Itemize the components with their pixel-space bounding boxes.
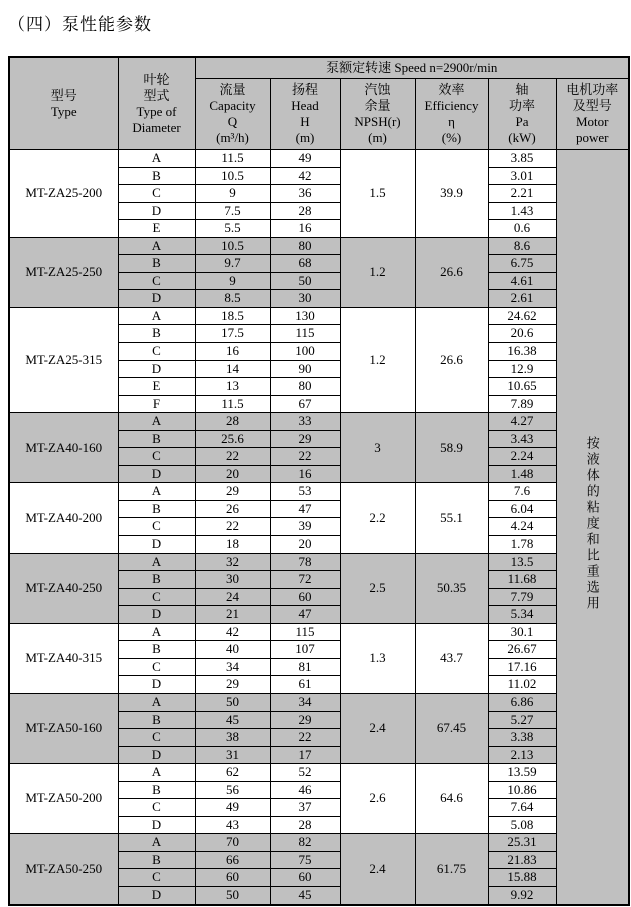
npsh-cell: 2.4 [340,693,415,763]
head-cell: 52 [270,764,340,782]
capacity-cell: 28 [195,413,270,431]
shaft-power-cell: 3.85 [488,150,556,168]
head-cell: 60 [270,869,340,887]
efficiency-cell: 26.6 [415,237,488,307]
impeller-cell: B [118,167,195,185]
head-cell: 39 [270,518,340,536]
shaft-power-cell: 4.61 [488,272,556,290]
col-header-head [270,79,340,150]
shaft-power-cell: 16.38 [488,343,556,361]
col-header-capacity-line-3: Q [227,114,238,129]
capacity-cell: 13 [195,378,270,396]
shaft-power-cell: 2.13 [488,746,556,764]
shaft-power-cell: 24.62 [488,307,556,325]
head-cell: 80 [270,237,340,255]
head-cell: 90 [270,360,340,378]
head-cell: 22 [270,729,340,747]
impeller-cell: C [118,272,195,290]
shaft-power-cell: 26.67 [488,641,556,659]
table-body [9,150,629,905]
capacity-cell: 25.6 [195,430,270,448]
shaft-power-cell: 20.6 [488,325,556,343]
shaft-power-cell: 7.89 [488,395,556,413]
capacity-cell: 18.5 [195,307,270,325]
col-header-type [9,57,118,150]
impeller-cell: D [118,536,195,554]
col-header-npsh [340,79,415,150]
efficiency-cell: 61.75 [415,834,488,905]
head-cell: 50 [270,272,340,290]
table-row [9,764,629,782]
head-cell: 16 [270,465,340,483]
table-row [9,237,629,255]
shaft-power-cell: 5.34 [488,606,556,624]
npsh-cell: 1.5 [340,150,415,238]
capacity-cell: 50 [195,693,270,711]
col-header-capacity [195,79,270,150]
npsh-cell: 1.3 [340,623,415,693]
capacity-cell: 11.5 [195,150,270,168]
impeller-cell: B [118,500,195,518]
shaft-power-cell: 4.27 [488,413,556,431]
col-header-efficiency-line-3: η [448,114,455,129]
capacity-cell: 38 [195,729,270,747]
col-header-motor-power-line-4: power [576,130,609,145]
npsh-cell: 2.4 [340,834,415,905]
shaft-power-cell: 3.43 [488,430,556,448]
head-cell: 42 [270,167,340,185]
col-header-impeller-line-1: 叶轮 [143,71,170,87]
shaft-power-cell: 2.21 [488,185,556,203]
col-header-motor-power [556,79,629,150]
npsh-cell: 3 [340,413,415,483]
impeller-cell: A [118,483,195,501]
col-header-impeller-line-2: 型式 [143,87,170,103]
impeller-cell: E [118,220,195,238]
impeller-cell: A [118,693,195,711]
head-cell: 80 [270,378,340,396]
shaft-power-cell: 1.78 [488,536,556,554]
capacity-cell: 62 [195,764,270,782]
head-cell: 82 [270,834,340,852]
head-cell: 29 [270,430,340,448]
col-header-type-line-en: Type [50,103,77,119]
speed-header: 泵额定转速 Speed n=2900r/min [195,57,629,79]
shaft-power-cell: 13.5 [488,553,556,571]
capacity-cell: 66 [195,851,270,869]
shaft-power-cell: 5.08 [488,816,556,834]
capacity-cell: 8.5 [195,290,270,308]
head-cell: 29 [270,711,340,729]
shaft-power-cell: 5.27 [488,711,556,729]
motor-note-cell [556,150,629,905]
impeller-cell: D [118,606,195,624]
head-cell: 61 [270,676,340,694]
head-cell: 45 [270,886,340,904]
capacity-cell: 5.5 [195,220,270,238]
impeller-cell: A [118,834,195,852]
col-header-shaft-power [488,79,556,150]
col-header-shaft-power-line-4: (kW) [508,130,536,145]
shaft-power-cell: 0.6 [488,220,556,238]
head-cell: 115 [270,325,340,343]
shaft-power-cell: 7.6 [488,483,556,501]
model-cell: MT-ZA50-200 [9,764,118,834]
capacity-cell: 16 [195,343,270,361]
capacity-cell: 32 [195,553,270,571]
head-cell: 130 [270,307,340,325]
efficiency-cell: 55.1 [415,483,488,553]
head-cell: 20 [270,536,340,554]
col-header-shaft-power-line-2: 功率 [508,98,535,113]
capacity-cell: 17.5 [195,325,270,343]
col-header-efficiency-line-2: Efficiency [424,98,479,113]
model-cell: MT-ZA40-200 [9,483,118,553]
impeller-cell: C [118,729,195,747]
impeller-cell: D [118,816,195,834]
model-cell: MT-ZA25-200 [9,150,118,238]
capacity-cell: 18 [195,536,270,554]
col-header-motor-power-line-2: 及型号 [572,98,612,113]
col-header-head-line-4: (m) [295,130,315,145]
impeller-cell: A [118,623,195,641]
shaft-power-cell: 30.1 [488,623,556,641]
npsh-cell: 1.2 [340,307,415,412]
impeller-cell: D [118,746,195,764]
capacity-cell: 34 [195,658,270,676]
head-cell: 37 [270,799,340,817]
impeller-cell: B [118,430,195,448]
impeller-cell: C [118,658,195,676]
col-header-type-line-zh: 型号 [50,87,77,103]
capacity-cell: 56 [195,781,270,799]
efficiency-cell: 50.35 [415,553,488,623]
col-header-efficiency-line-4: (%) [441,130,462,145]
head-cell: 47 [270,606,340,624]
impeller-cell: A [118,237,195,255]
head-cell: 46 [270,781,340,799]
shaft-power-cell: 17.16 [488,658,556,676]
capacity-cell: 42 [195,623,270,641]
shaft-power-cell: 10.86 [488,781,556,799]
impeller-cell: D [118,465,195,483]
capacity-cell: 60 [195,869,270,887]
capacity-cell: 9.7 [195,255,270,273]
col-header-npsh-line-1: 汽蚀 [364,82,391,97]
capacity-cell: 20 [195,465,270,483]
capacity-cell: 22 [195,448,270,466]
col-header-capacity-line-4: (m³/h) [216,130,249,145]
table-row [9,623,629,641]
head-cell: 16 [270,220,340,238]
shaft-power-cell: 1.48 [488,465,556,483]
col-header-efficiency [415,79,488,150]
head-cell: 67 [270,395,340,413]
shaft-power-cell: 7.64 [488,799,556,817]
impeller-cell: B [118,325,195,343]
impeller-cell: B [118,711,195,729]
head-cell: 47 [270,500,340,518]
impeller-cell: F [118,395,195,413]
shaft-power-cell: 6.04 [488,500,556,518]
shaft-power-cell: 11.68 [488,571,556,589]
model-cell: MT-ZA50-160 [9,693,118,763]
head-cell: 81 [270,658,340,676]
impeller-cell: A [118,764,195,782]
head-cell: 75 [270,851,340,869]
capacity-cell: 50 [195,886,270,904]
head-cell: 72 [270,571,340,589]
npsh-cell: 2.2 [340,483,415,553]
capacity-cell: 45 [195,711,270,729]
impeller-cell: C [118,799,195,817]
shaft-power-cell: 6.86 [488,693,556,711]
shaft-power-cell: 1.43 [488,202,556,220]
head-cell: 28 [270,202,340,220]
page-title: （四）泵性能参数 [8,15,152,34]
impeller-cell: B [118,571,195,589]
impeller-cell: C [118,869,195,887]
col-header-efficiency-line-1: 效率 [438,82,465,97]
head-cell: 49 [270,150,340,168]
shaft-power-cell: 13.59 [488,764,556,782]
head-cell: 68 [270,255,340,273]
col-header-impeller-line-4: Diameter [132,119,181,135]
table-header [9,57,629,150]
head-cell: 28 [270,816,340,834]
table-row [9,413,629,431]
impeller-cell: C [118,185,195,203]
shaft-power-cell: 4.24 [488,518,556,536]
shaft-power-cell: 12.9 [488,360,556,378]
shaft-power-cell: 15.88 [488,869,556,887]
capacity-cell: 9 [195,272,270,290]
capacity-cell: 24 [195,588,270,606]
capacity-cell: 43 [195,816,270,834]
efficiency-cell: 58.9 [415,413,488,483]
capacity-cell: 22 [195,518,270,536]
capacity-cell: 31 [195,746,270,764]
col-header-head-line-1: 扬程 [291,82,318,97]
impeller-cell: A [118,307,195,325]
pump-spec-table [8,56,630,906]
head-cell: 17 [270,746,340,764]
col-header-head-line-3: H [300,114,310,129]
shaft-power-cell: 25.31 [488,834,556,852]
head-cell: 33 [270,413,340,431]
impeller-cell: D [118,290,195,308]
capacity-cell: 10.5 [195,237,270,255]
capacity-cell: 9 [195,185,270,203]
model-cell: MT-ZA40-315 [9,623,118,693]
efficiency-cell: 43.7 [415,623,488,693]
capacity-cell: 21 [195,606,270,624]
model-cell: MT-ZA50-250 [9,834,118,905]
impeller-cell: D [118,202,195,220]
model-cell: MT-ZA40-250 [9,553,118,623]
capacity-cell: 7.5 [195,202,270,220]
head-cell: 22 [270,448,340,466]
npsh-cell: 2.5 [340,553,415,623]
table-row [9,553,629,571]
impeller-cell: C [118,343,195,361]
head-cell: 53 [270,483,340,501]
efficiency-cell: 64.6 [415,764,488,834]
col-header-capacity-line-1: 流量 [219,82,246,97]
head-cell: 36 [270,185,340,203]
shaft-power-cell: 11.02 [488,676,556,694]
shaft-power-cell: 2.24 [488,448,556,466]
model-cell: MT-ZA40-160 [9,413,118,483]
motor-note-text: 按液体的粘度和比重选用 [584,436,600,613]
impeller-cell: B [118,641,195,659]
npsh-cell: 1.2 [340,237,415,307]
col-header-npsh-line-2: 余量 [364,98,391,113]
head-cell: 30 [270,290,340,308]
impeller-cell: A [118,553,195,571]
impeller-cell: C [118,588,195,606]
head-cell: 107 [270,641,340,659]
impeller-cell: A [118,413,195,431]
shaft-power-cell: 8.6 [488,237,556,255]
capacity-cell: 26 [195,500,270,518]
impeller-cell: A [118,150,195,168]
capacity-cell: 40 [195,641,270,659]
shaft-power-cell: 21.83 [488,851,556,869]
shaft-power-cell: 7.79 [488,588,556,606]
col-header-motor-power-line-3: Motor [576,114,609,129]
col-header-shaft-power-line-1: 轴 [515,82,529,97]
table-row [9,693,629,711]
head-cell: 78 [270,553,340,571]
head-cell: 34 [270,693,340,711]
col-header-npsh-line-4: (m) [368,130,387,145]
table-row [9,483,629,501]
model-cell: MT-ZA25-250 [9,237,118,307]
shaft-power-cell: 3.38 [488,729,556,747]
impeller-cell: D [118,676,195,694]
col-header-shaft-power-line-3: Pa [515,114,529,129]
impeller-cell: C [118,518,195,536]
impeller-cell: B [118,781,195,799]
col-header-npsh-line-3: NPSH(r) [354,114,401,129]
head-cell: 60 [270,588,340,606]
table-row [9,307,629,325]
shaft-power-cell: 2.61 [488,290,556,308]
impeller-cell: B [118,255,195,273]
head-cell: 115 [270,623,340,641]
impeller-cell: C [118,448,195,466]
impeller-cell: D [118,360,195,378]
capacity-cell: 70 [195,834,270,852]
efficiency-cell: 26.6 [415,307,488,412]
shaft-power-cell: 9.92 [488,886,556,904]
table-row [9,150,629,168]
efficiency-cell: 39.9 [415,150,488,238]
capacity-cell: 29 [195,483,270,501]
header-row-speed [9,57,629,79]
capacity-cell: 14 [195,360,270,378]
head-cell: 100 [270,343,340,361]
col-header-capacity-line-2: Capacity [209,98,256,113]
capacity-cell: 10.5 [195,167,270,185]
npsh-cell: 2.6 [340,764,415,834]
model-cell: MT-ZA25-315 [9,307,118,412]
capacity-cell: 49 [195,799,270,817]
capacity-cell: 11.5 [195,395,270,413]
impeller-cell: B [118,851,195,869]
col-header-motor-power-line-1: 电机功率 [566,82,619,97]
col-header-impeller-line-3: Type of [136,103,177,119]
table-row [9,834,629,852]
impeller-cell: E [118,378,195,396]
col-header-head-line-2: Head [291,98,319,113]
shaft-power-cell: 10.65 [488,378,556,396]
capacity-cell: 29 [195,676,270,694]
col-header-impeller [118,57,195,150]
capacity-cell: 30 [195,571,270,589]
shaft-power-cell: 6.75 [488,255,556,273]
shaft-power-cell: 3.01 [488,167,556,185]
efficiency-cell: 67.45 [415,693,488,763]
impeller-cell: D [118,886,195,904]
